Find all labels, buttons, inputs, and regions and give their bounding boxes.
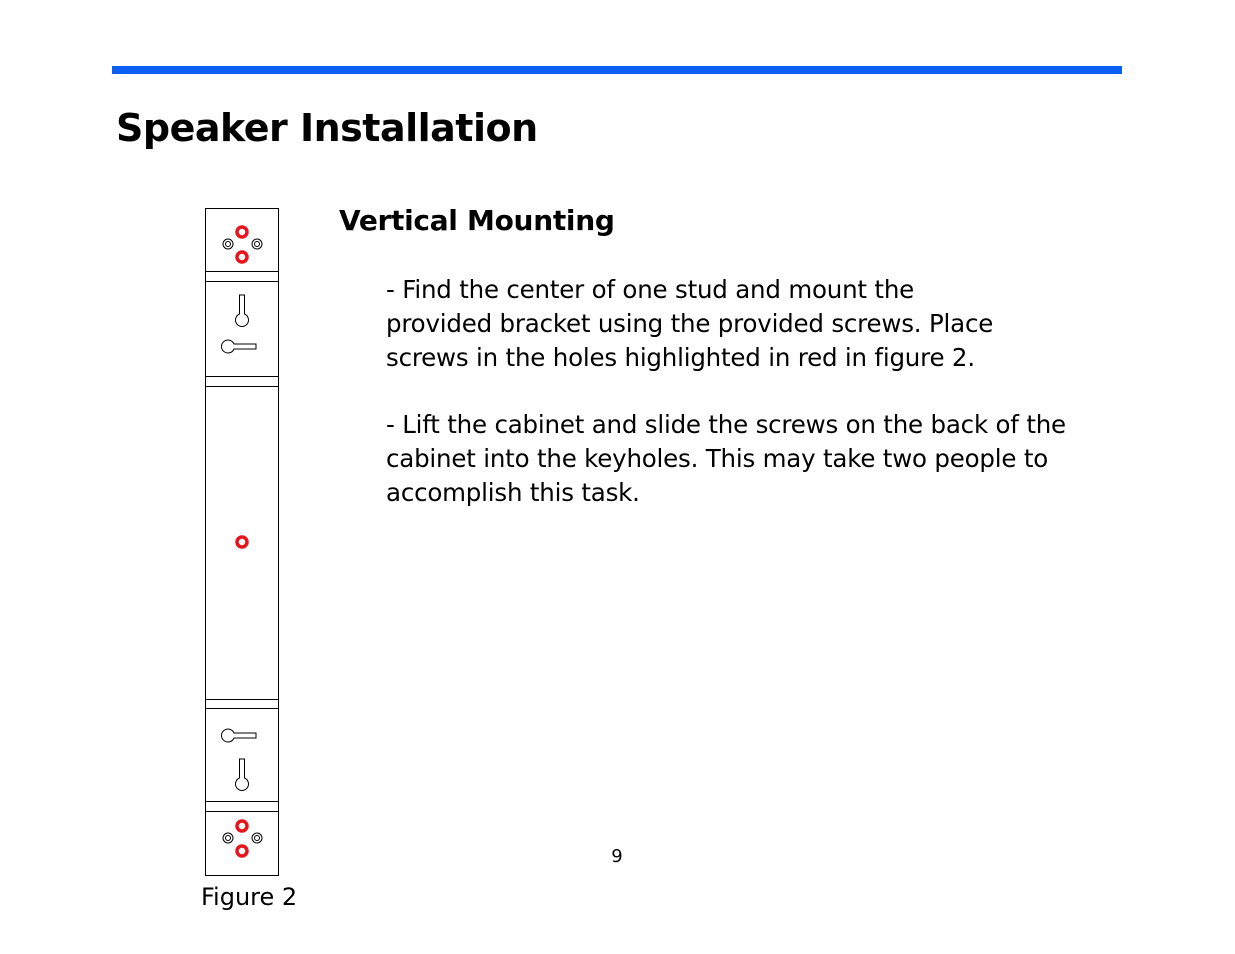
section-heading: Vertical Mounting — [339, 204, 615, 237]
top-screw-cluster — [223, 227, 262, 262]
instruction-paragraph-2 — [386, 408, 1106, 510]
paragraph-1-line: screws in the holes highlighted in red in figure 2. — [386, 343, 975, 372]
gray-screw-hole-icon — [223, 239, 233, 249]
paragraph-2-line: cabinet into the keyholes. This may take two people to — [386, 444, 1049, 473]
red-screw-hole-icon — [237, 846, 247, 856]
horizontal-keyhole-icon — [222, 729, 257, 742]
vertical-keyhole-icon — [236, 759, 249, 791]
horizontal-keyhole-icon — [222, 340, 257, 353]
red-screw-hole-icon — [237, 252, 247, 262]
bottom-screw-cluster — [223, 821, 262, 856]
figure-caption: Figure 2 — [201, 883, 298, 911]
paragraph-2-line: - Lift the cabinet and slide the screws on the back of the — [386, 410, 1066, 439]
paragraph-1-line: provided bracket using the provided screws. Place — [386, 309, 994, 338]
gray-screw-hole-icon — [223, 833, 233, 843]
red-screw-hole-icon — [237, 821, 247, 831]
vertical-keyhole-icon — [236, 295, 249, 327]
red-screw-hole-icon — [237, 537, 247, 547]
gray-screw-hole-icon — [252, 833, 262, 843]
page-title: Speaker Installation — [116, 106, 538, 150]
gray-screw-hole-icon — [252, 239, 262, 249]
paragraph-2-line: accomplish this task. — [386, 478, 640, 507]
paragraph-1-line: - Find the center of one stud and mount the — [386, 275, 915, 304]
red-screw-hole-icon — [237, 227, 247, 237]
header-rule — [112, 66, 1122, 74]
bracket-diagram — [200, 203, 286, 883]
bracket-diagram-svg — [200, 203, 286, 883]
page-number: 9 — [611, 846, 623, 867]
instruction-paragraph-1 — [386, 273, 1106, 375]
